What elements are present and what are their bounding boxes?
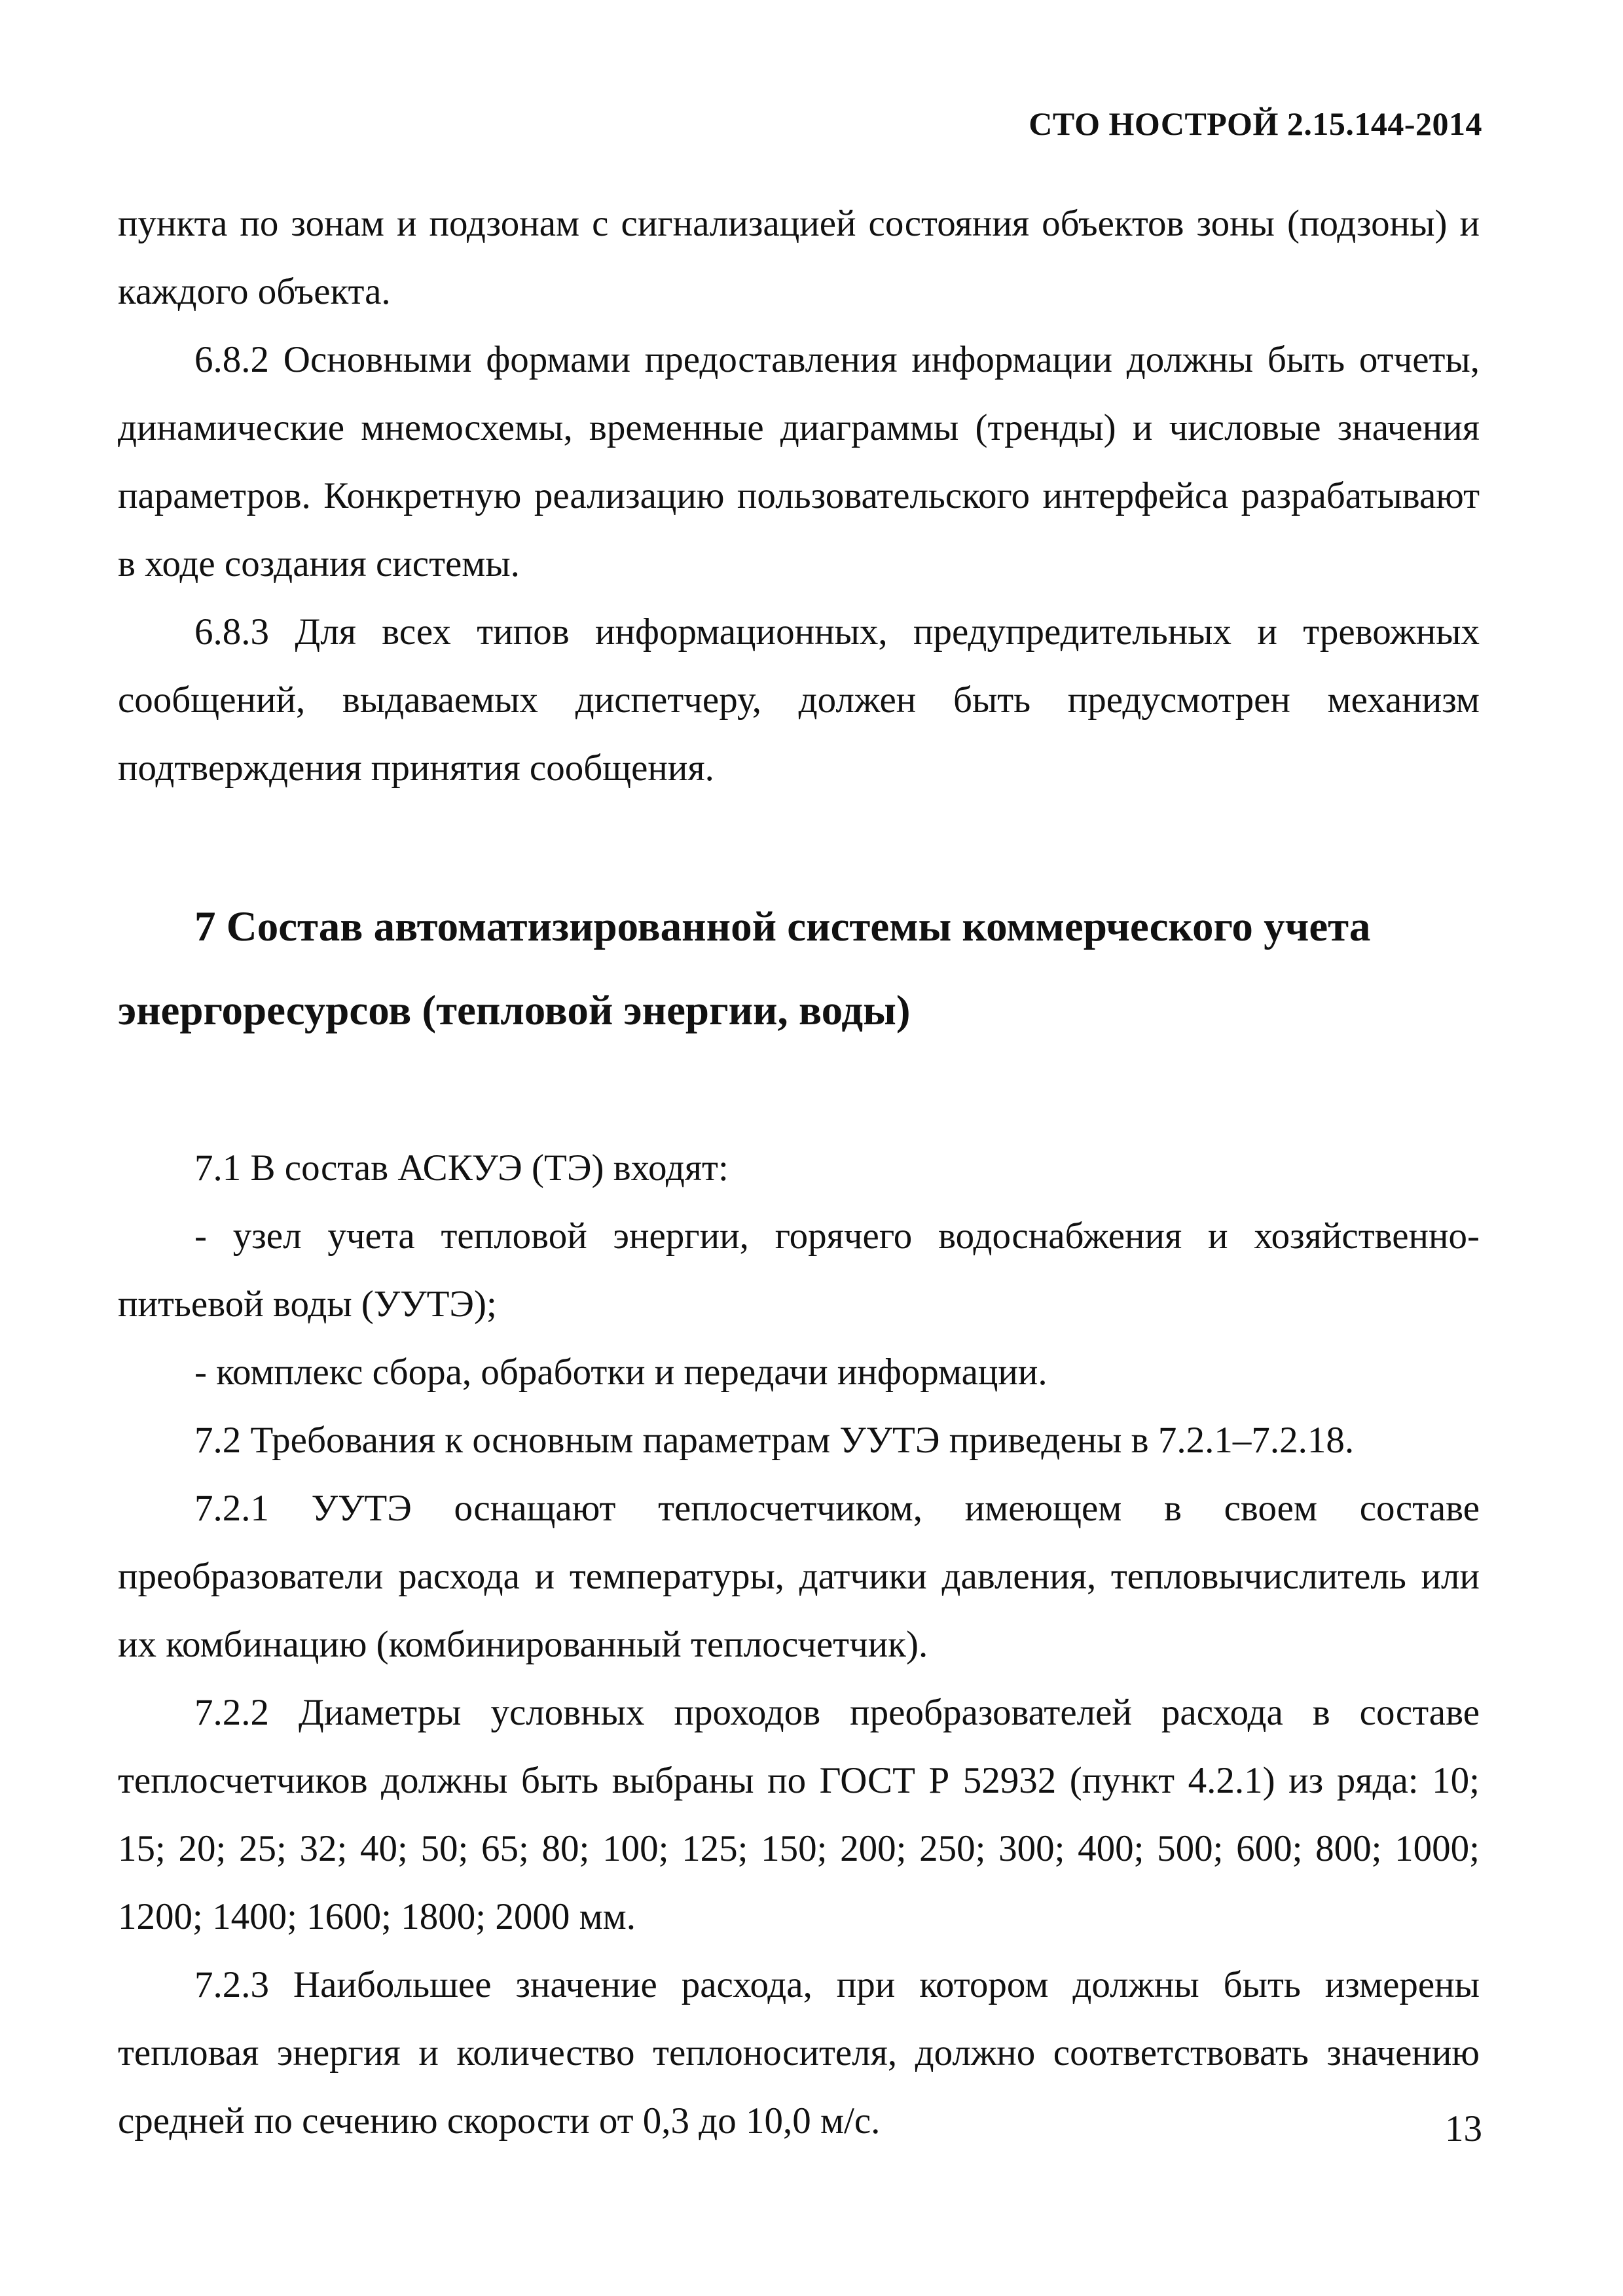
paragraph-continuation: пункта по зонам и подзонам с сигнализацией состояния объектов зоны (подзоны) и каждого объекта. xyxy=(118,203,1480,312)
section-7-title: 7 Состав автоматизированной системы коммерческого учета энергоресурсов (тепловой энергии, воды) xyxy=(118,903,1371,1034)
paragraph-7-2-1: 7.2.1 УУТЭ оснащают теплосчетчиком, имеющем в своем составе преобразователи расхода и температуры, датчики давления, тепловычислитель или их комбинацию (комбинированный теплосчетчик). xyxy=(118,1488,1480,1665)
paragraph-7-2: 7.2 Требования к основным параметрам УУТЭ приведены в 7.2.1–7.2.18. xyxy=(194,1420,1355,1461)
paragraph-6-8-2: 6.8.2 Основными формами предоставления информации должны быть отчеты, динамические мнемосхемы, временные диаграммы (тренды) и числовые значения параметров. Конкретную реализацию пользовательского интерфейса разрабатывают в ходе создания системы. xyxy=(118,339,1480,584)
page-number: 13 xyxy=(1445,2108,1482,2149)
document-code-header: СТО НОСТРОЙ 2.15.144-2014 xyxy=(1029,105,1482,142)
paragraph-7-1: 7.1 В состав АСКУЭ (ТЭ) входят: xyxy=(194,1147,729,1189)
paragraph-7-2-3: 7.2.3 Наибольшее значение расхода, при котором должны быть измерены тепловая энергия и количество теплоносителя, должно соответствовать значению средней по сечению скорости от 0,3 до 10,0 м/с. xyxy=(118,1964,1480,2142)
list-item-uute: - узел учета тепловой энергии, горячего водоснабжения и хозяйственно-питьевой воды (УУТЭ); xyxy=(118,1215,1480,1325)
paragraph-6-8-3: 6.8.3 Для всех типов информационных, предупредительных и тревожных сообщений, выдаваемых диспетчеру, должен быть предусмотрен механизм подтверждения принятия сообщения. xyxy=(118,611,1480,789)
paragraph-7-2-2: 7.2.2 Диаметры условных проходов преобразователей расхода в составе теплосчетчиков должны быть выбраны по ГОСТ Р 52932 (пункт 4.2.1) из ряда: 10; 15; 20; 25; 32; 40; 50; 65; 80; 100; 125; 150; 200; 250; 300; 400; 500; 600; 800; 1000; 1200; 1400; 1600; 1800; 2000 мм. xyxy=(118,1692,1480,1937)
page-content xyxy=(118,190,1480,2155)
list-item-complex: - комплекс сбора, обработки и передачи информации. xyxy=(194,1352,1048,1393)
